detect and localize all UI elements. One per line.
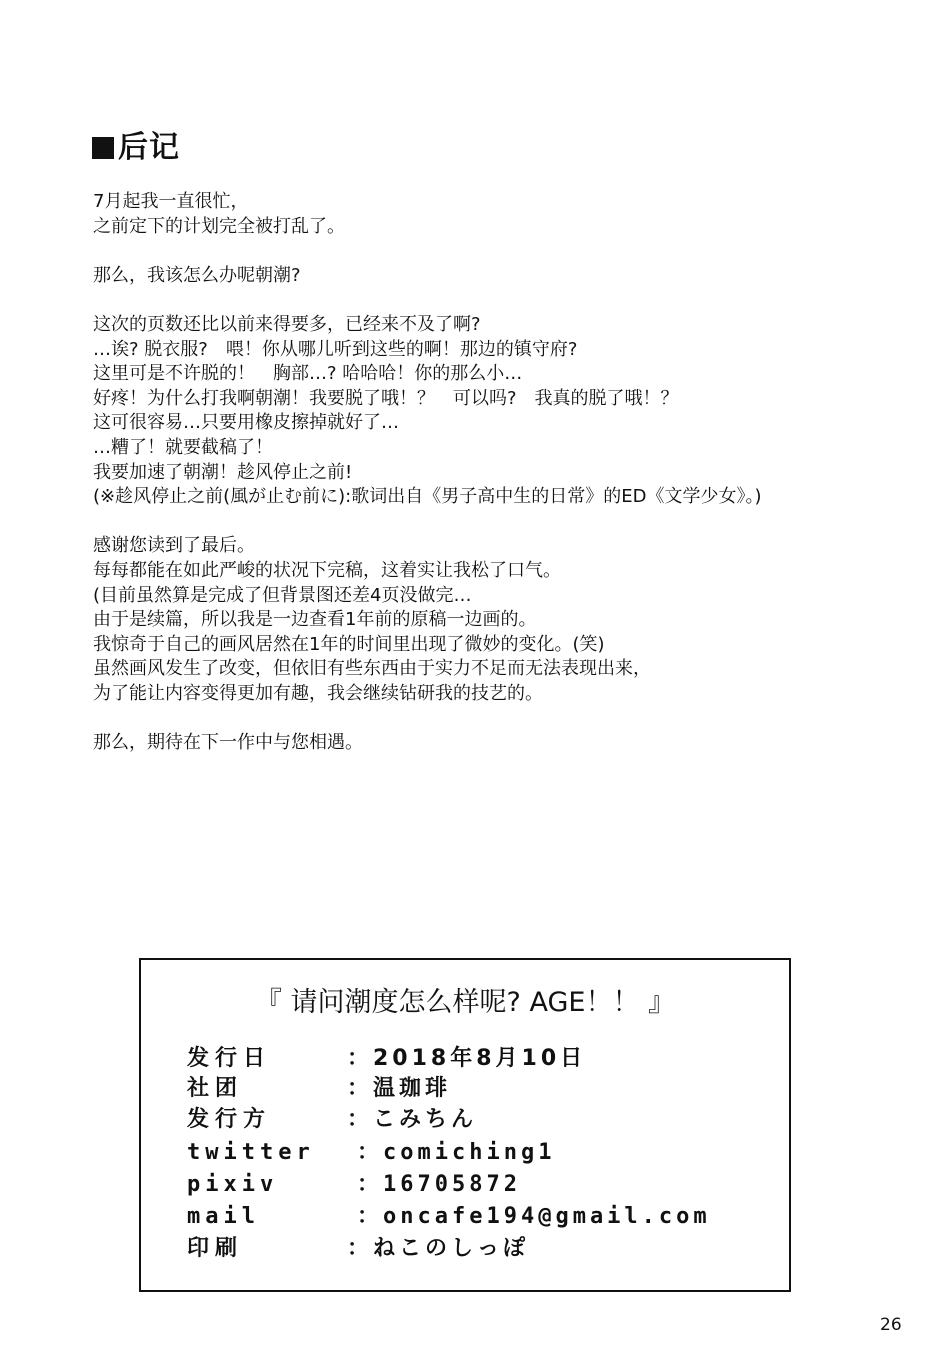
colophon-value: ：こみちん (347, 1107, 478, 1132)
text-line: 那么，我该怎么办呢朝潮? (93, 264, 301, 286)
paragraph-1 (93, 190, 913, 239)
paragraph-5 (93, 731, 913, 756)
text-line: 感谢您读到了最后。 (93, 535, 255, 557)
colophon-label: 发行日 (187, 1046, 272, 1071)
text-line: 为了能让内容变得更加有趣，我会继续钻研我的技艺的。 (93, 682, 543, 704)
text-line: …糟了！就要截稿了！ (93, 436, 273, 458)
text-line: 这可很容易…只要用橡皮擦掉就好了… (93, 412, 399, 434)
colophon-value: ：温珈琲 (347, 1076, 452, 1101)
colophon-label: pixiv (187, 1172, 279, 1197)
text-line: 我惊奇于自己的画风居然在1年的时间里出现了微妙的变化。(笑) (93, 633, 605, 655)
colophon-label: twitter (187, 1140, 315, 1165)
paragraph-2 (93, 264, 913, 289)
colophon-label: 印刷 (187, 1236, 244, 1261)
paragraph-3 (93, 313, 913, 510)
text-line: 之前定下的计划完全被打乱了。 (93, 215, 345, 237)
text-line: (目前虽然算是完成了但背景图还差4页没做完… (93, 584, 472, 606)
text-line: 好疼！为什么打我啊朝潮！我要脱了哦！？ 可以吗? 我真的脱了哦！？ (93, 387, 679, 409)
paragraph-4 (93, 534, 913, 706)
text-line: 7月起我一直很忙， (93, 191, 249, 212)
colophon-label: mail (187, 1204, 260, 1229)
colophon-value: ：2018年8月10日 (347, 1046, 587, 1071)
text-line: …诶? 脱衣服? 喂！你从哪儿听到这些的啊！那边的镇守府? (93, 338, 578, 360)
colophon-value: ：comiching1 (357, 1140, 556, 1165)
afterword-body (93, 190, 913, 780)
colophon-box (139, 958, 791, 1292)
colophon-title: 『 请问潮度怎么样呢? AGE！！ 』 (254, 987, 676, 1018)
text-line: 由于是续篇，所以我是一边查看1年前的原稿一边画的。 (93, 609, 537, 631)
text-line: 这里可是不许脱的！ 胸部…? 哈哈哈！你的那么小… (93, 363, 523, 385)
text-line: (※趁风停止之前(風が止む前に):歌词出自《男子高中生的日常》的ED《文学少女》。) (93, 486, 762, 508)
text-line: 虽然画风发生了改变，但依旧有些东西由于实力不足而无法表现出来， (93, 658, 651, 680)
text-line: 那么，期待在下一作中与您相遇。 (93, 732, 363, 754)
colophon-label: 社团 (187, 1076, 244, 1101)
colophon-value: ：16705872 (357, 1172, 521, 1197)
text-line: 这次的页数还比以前来得要多，已经来不及了啊? (93, 313, 481, 335)
colophon-value: ：ねこのしっぽ (347, 1236, 530, 1261)
text-line: 我要加速了朝潮！趁风停止之前! (93, 461, 353, 483)
page-number: 26 (880, 1315, 902, 1335)
heading-title: 后记 (118, 130, 180, 165)
colophon-label: 发行方 (187, 1107, 272, 1132)
colophon-value: ：oncafe194@gmail.com (357, 1204, 711, 1229)
text-line: 每每都能在如此严峻的状况下完稿，这着实让我松了口气。 (93, 559, 561, 581)
afterword-heading (92, 128, 180, 168)
heading-square-marker (92, 137, 114, 159)
